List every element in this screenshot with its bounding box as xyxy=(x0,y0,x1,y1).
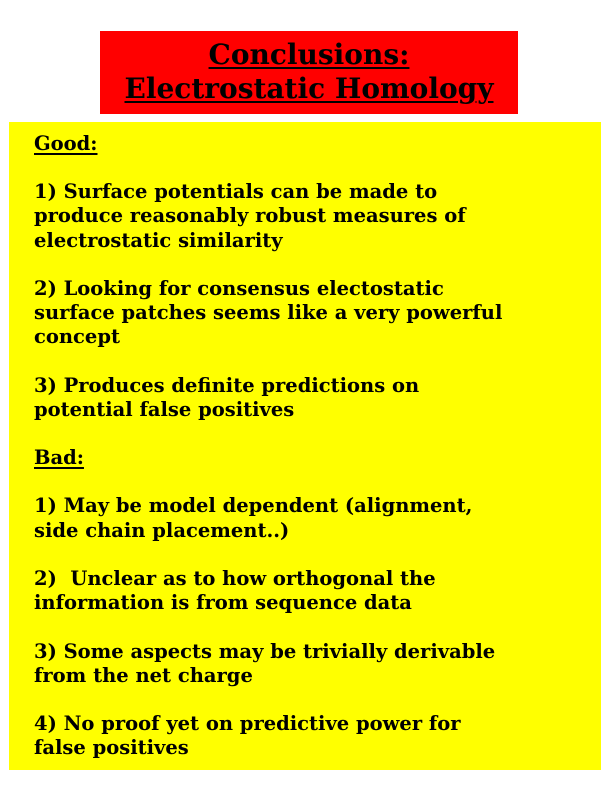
title-line-2: Electrostatic Homology xyxy=(124,72,494,105)
good-point-3: 3) Produces definite predictions on potential false positives xyxy=(34,373,420,422)
good-heading: Good: xyxy=(34,132,98,155)
good-point-2: 2) Looking for consensus electostatic surface patches seems like a very powerful concept xyxy=(34,276,503,349)
bad-point-2: 2) Unclear as to how orthogonal the information is from sequence data xyxy=(34,566,436,615)
bad-point-4: 4) No proof yet on predictive power for false positives xyxy=(34,712,461,760)
title-line-1: Conclusions: xyxy=(208,38,410,71)
bad-point-3: 3) Some aspects may be trivially derivable from the net charge xyxy=(34,639,496,687)
good-point-1: 1) Surface potentials can be made to produce reasonably robust measures of electrostatic similarity xyxy=(34,180,466,252)
content-panel xyxy=(9,122,601,770)
bad-heading: Bad: xyxy=(34,446,84,470)
title-banner xyxy=(100,31,518,114)
bad-point-1: 1) May be model dependent (alignment, side chain placement..) xyxy=(34,494,473,542)
